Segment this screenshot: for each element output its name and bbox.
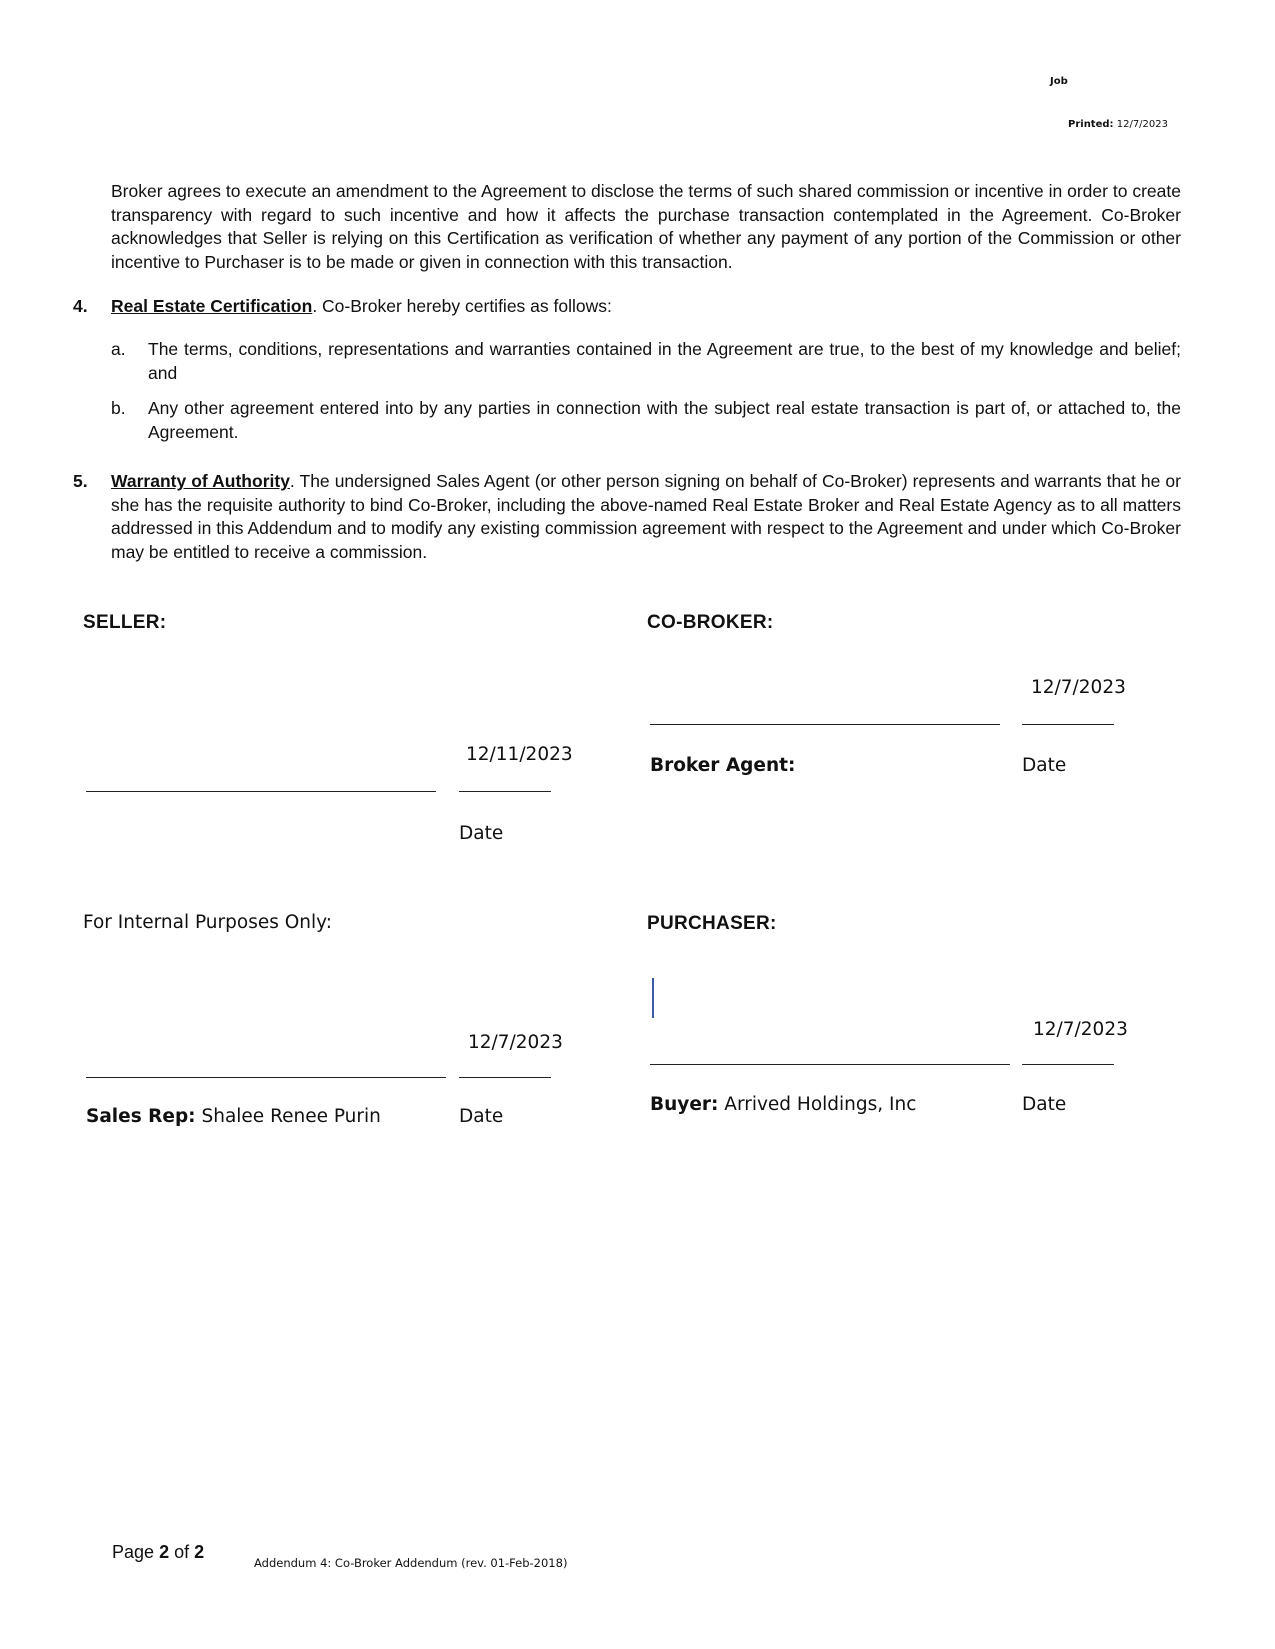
item-b-text: Any other agreement entered into by any parties in connection with the subject real estate transaction is part of, or attached to, the Agreement.: [148, 398, 1181, 442]
co-broker-date-line[interactable]: [1022, 724, 1114, 725]
item-b-letter: b.: [111, 398, 126, 418]
printed-stamp: [1068, 119, 1168, 130]
seller-date-line[interactable]: [459, 791, 551, 792]
section-4-intro: [111, 295, 1181, 319]
sales-rep-label: Sales Rep:: [86, 1106, 196, 1127]
sales-rep-line: [86, 1106, 381, 1127]
seller-date-label: Date: [459, 823, 504, 844]
internal-date-label: Date: [459, 1106, 504, 1127]
section-4-text: . Co-Broker hereby certifies as follows:: [312, 296, 612, 316]
co-broker-date: 12/7/2023: [1031, 677, 1126, 698]
broker-agent-label: Broker Agent:: [650, 755, 796, 776]
section-4-heading: Real Estate Certification: [111, 296, 313, 316]
co-broker-label: CO-BROKER:: [647, 612, 774, 633]
printed-date: 12/7/2023: [1116, 119, 1168, 130]
buyer-name: Arrived Holdings, Inc: [724, 1094, 917, 1115]
purchaser-date-label: Date: [1022, 1094, 1067, 1115]
continuation-paragraph: Broker agrees to execute an amendment to the Agreement to disclose the terms of such shared commission or incentive in order to create transparency with regard to such incentive and how it affects the purchase transaction contemplated in the Agreement. Co-Broker acknowledges that Seller is relying on this Certification as verification of whether any payment of any portion of the Commission or other incentive to Purchaser is to be made or given in connection with this transaction.: [111, 181, 1181, 272]
internal-date-line[interactable]: [459, 1077, 551, 1078]
buyer-label: Buyer:: [650, 1094, 719, 1115]
page-number: Page 2 of 2: [112, 1542, 205, 1562]
form-identifier: Addendum 4: Co-Broker Addendum (rev. 01-Feb-2018): [254, 1556, 568, 1570]
purchaser-label: PURCHASER:: [647, 913, 777, 934]
internal-date: 12/7/2023: [468, 1032, 563, 1053]
section-4-number: 4.: [73, 296, 88, 316]
purchaser-date-line[interactable]: [1022, 1064, 1114, 1065]
section-5-paragraph: [111, 470, 1181, 564]
sales-rep-signature-line[interactable]: [86, 1077, 446, 1078]
co-broker-date-label: Date: [1022, 755, 1067, 776]
item-a-letter: a.: [111, 339, 126, 359]
text-cursor-icon: [652, 978, 654, 1018]
seller-signature-line[interactable]: [86, 791, 436, 792]
printed-label: Printed:: [1068, 119, 1114, 130]
sales-rep-name: Shalee Renee Purin: [201, 1106, 381, 1127]
seller-date: 12/11/2023: [466, 744, 573, 765]
buyer-line: [650, 1094, 916, 1115]
section-5-number: 5.: [73, 471, 88, 491]
seller-label: SELLER:: [83, 612, 167, 633]
internal-purposes-label: For Internal Purposes Only:: [83, 912, 332, 933]
purchaser-date: 12/7/2023: [1033, 1019, 1128, 1040]
co-broker-signature-line[interactable]: [650, 724, 1000, 725]
buyer-signature-line[interactable]: [650, 1064, 1010, 1065]
item-a-text: The terms, conditions, representations and warranties contained in the Agreement are true, to the best of my knowledge and belief; and: [148, 339, 1181, 383]
section-5-text: . The undersigned Sales Agent (or other person signing on behalf of Co-Broker) represents and warrants that he or she has the requisite authority to bind Co-Broker, including the above-named Real Estate Broker and Real Estate Agency as to all matters addressed in this Addendum and to modify any existing commission agreement with respect to the Agreement and under which Co-Broker may be entitled to receive a commission.: [111, 471, 1181, 562]
job-label: Job: [1050, 76, 1068, 87]
section-5-heading: Warranty of Authority: [111, 471, 290, 491]
